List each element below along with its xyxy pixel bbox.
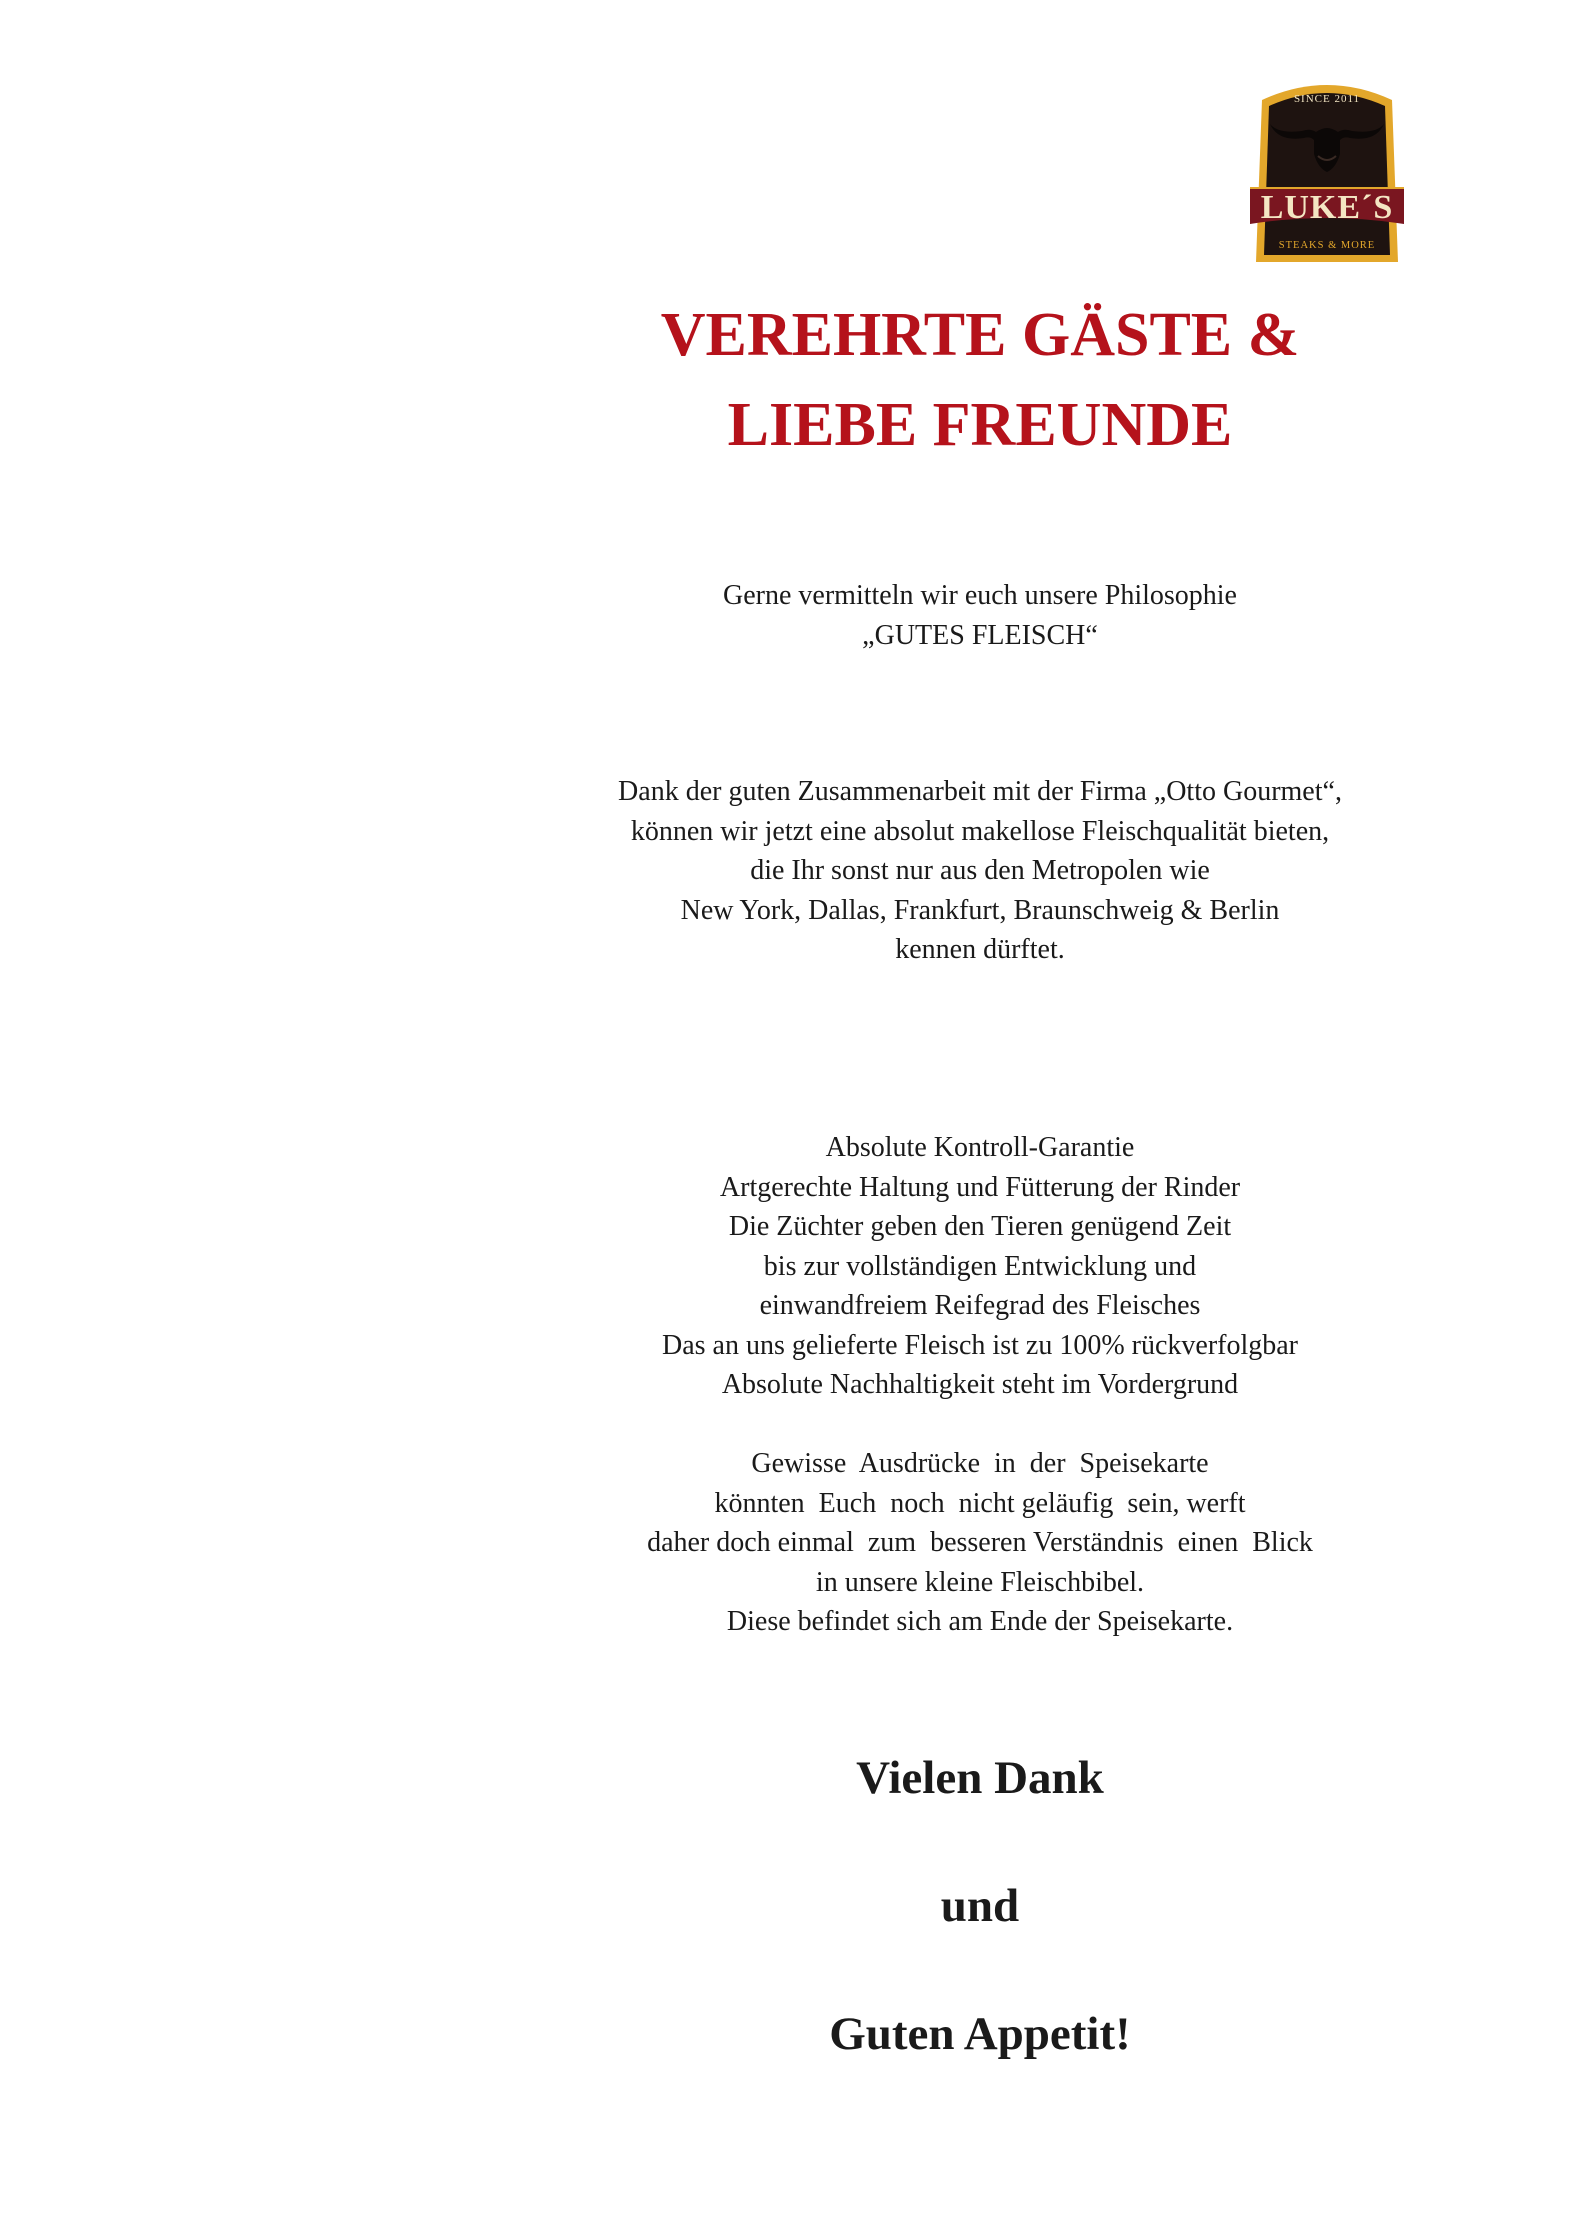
- intro-line: „GUTES FLEISCH“: [862, 620, 1098, 651]
- paragraph-line: Absolute Kontroll-Garantie: [825, 1132, 1135, 1163]
- paragraph-otto-gourmet: [480, 772, 1480, 970]
- paragraph-line: Dank der guten Zusammenarbeit mit der Firma „Otto Gourmet“,: [618, 776, 1342, 807]
- closing-and: und: [940, 1880, 1020, 1932]
- paragraph-line: könnten Euch noch nicht geläufig sein, werft: [714, 1487, 1246, 1519]
- paragraph-line: die Ihr sonst nur aus den Metropolen wie: [750, 855, 1210, 886]
- paragraph-line: Gewisse Ausdrücke in der Speisekarte: [751, 1448, 1209, 1479]
- logo-name: LUKE´S: [1260, 189, 1394, 226]
- paragraph-line: Diese befindet sich am Ende der Speisekarte.: [726, 1606, 1234, 1637]
- lukes-logo: [1248, 76, 1406, 276]
- closing-thanks: Vielen Dank: [856, 1752, 1104, 1804]
- headline-line-1: VEREHRTE GÄSTE &: [660, 301, 1300, 369]
- paragraph-line: New York, Dallas, Frankfurt, Braunschweig & Berlin: [680, 894, 1280, 926]
- paragraph-fleischbibel: [480, 1444, 1480, 1642]
- page-headline: [480, 290, 1480, 470]
- headline-line-2: LIEBE FREUNDE: [727, 391, 1233, 459]
- paragraph-line: Artgerechte Haltung und Fütterung der Rinder: [719, 1171, 1241, 1203]
- paragraph-line: einwandfreiem Reifegrad des Fleisches: [759, 1290, 1201, 1321]
- paragraph-line: bis zur vollständigen Entwicklung und: [763, 1250, 1197, 1282]
- paragraph-line: in unsere kleine Fleischbibel.: [815, 1566, 1145, 1598]
- paragraph-line: kennen dürftet.: [895, 934, 1065, 965]
- logo-tagline: STEAKS & MORE: [1278, 240, 1376, 251]
- closing-appetite: Guten Appetit!: [829, 2008, 1131, 2060]
- paragraph-line: daher doch einmal zum besseren Verständnis einen Blick: [647, 1527, 1313, 1558]
- paragraph-line: Die Züchter geben den Tieren genügend Zeit: [728, 1211, 1232, 1242]
- paragraph-line: Das an uns gelieferte Fleisch ist zu 100% rückverfolgbar: [661, 1329, 1298, 1361]
- intro-line: Gerne vermitteln wir euch unsere Philosophie: [723, 580, 1237, 611]
- paragraph-guarantees: [480, 1128, 1480, 1405]
- logo-since-text: SINCE 2011: [1293, 93, 1361, 105]
- paragraph-line: Absolute Nachhaltigkeit steht im Vordergrund: [721, 1369, 1239, 1400]
- intro-block: [480, 576, 1480, 656]
- paragraph-line: können wir jetzt eine absolut makellose Fleischqualität bieten,: [630, 815, 1330, 847]
- logo-shield-inner: [1264, 93, 1390, 255]
